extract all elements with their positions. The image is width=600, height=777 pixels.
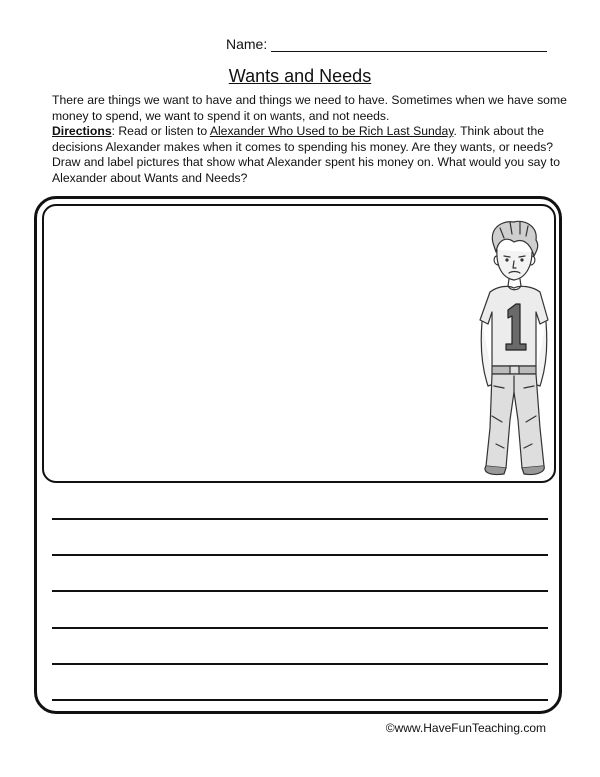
intro-paragraph	[52, 93, 572, 187]
writing-line-6[interactable]	[52, 699, 548, 701]
directions-label: Directions	[52, 124, 112, 139]
intro-sentence: There are things we want to have and things we need to have. Sometimes when we have some money to spend, we want to spend it on wants, and not needs.	[52, 93, 567, 123]
writing-line-2[interactable]	[52, 554, 548, 556]
book-title: Alexander Who Used to be Rich Last Sunday	[209, 124, 454, 139]
directions-text: . Think about the decisions Alexander makes when it comes to spending his money. Are they wants, or needs? Draw and label pictures that show what Alexander spent his money on. What would you say to Alexander about Wants and Needs?	[52, 124, 561, 185]
page-title: Wants and Needs	[228, 66, 372, 86]
writing-line-3[interactable]	[52, 590, 548, 592]
name-label: Name:	[226, 36, 268, 52]
writing-line-5[interactable]	[52, 663, 548, 665]
directions-lead: : Read or listen to	[111, 124, 210, 139]
footer-copyright: ©www.HaveFunTeaching.com	[385, 721, 546, 735]
writing-line-4[interactable]	[52, 627, 548, 629]
boy-illustration-icon	[464, 216, 556, 478]
drawing-area[interactable]	[42, 204, 556, 483]
name-blank-line[interactable]	[271, 37, 547, 52]
writing-line-1[interactable]	[52, 518, 548, 520]
name-field	[226, 36, 547, 52]
intro-text	[52, 93, 572, 187]
